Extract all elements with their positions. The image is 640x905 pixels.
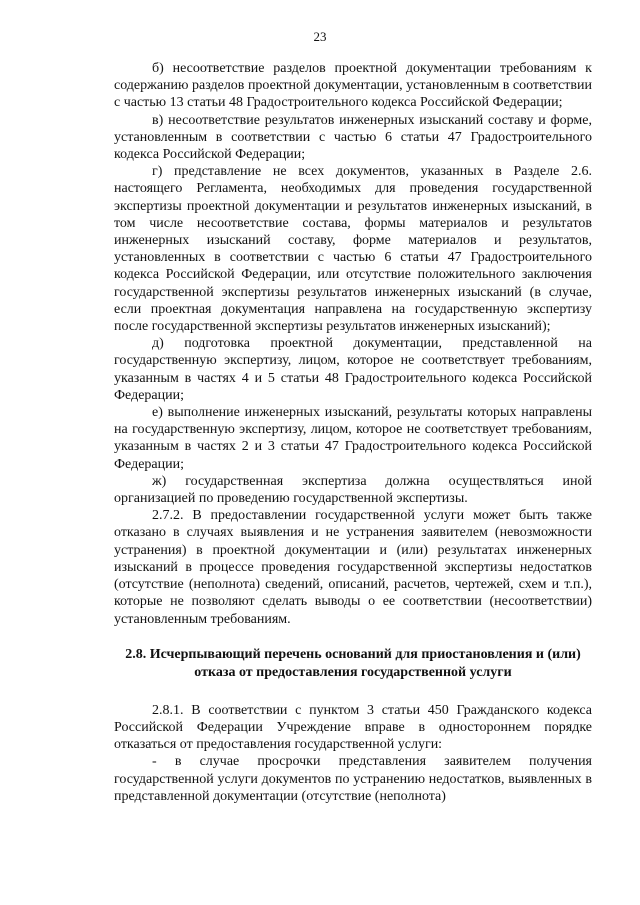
- paragraph-b: б) несоответствие разделов проектной документации требованиям к содержанию разделов проектной документации, установленным в соответствии с частью 13 статьи 48 Градостроительного кодекса Российской Федерации;: [114, 61, 592, 111]
- section-heading: 2.8. Исчерпывающий перечень оснований для приостановления и (или) отказа от предоставления государственной услуги: [125, 646, 581, 680]
- page-number: 23: [313, 29, 327, 44]
- paragraph-bullet: - в случае просрочки представления заявителем получения государственной услуги документов по устранению недостатков, выявленных в представленной документации (отсутствие (неполнота): [114, 754, 592, 804]
- paragraph-2-8-1: 2.8.1. В соответствии с пунктом 3 статьи 450 Гражданского кодекса Российской Федерации Учреждение вправе в одностороннем порядке отказаться от предоставления государственной услуги:: [114, 702, 592, 753]
- paragraph-zh: ж) государственная экспертиза должна осуществляться иной организацией по проведению государственной экспертизы.: [114, 473, 592, 507]
- paragraph-d: д) подготовка проектной документации, представленной на государственную экспертизу, лицом, которое не соответствует требованиям, указанным в частях 4 и 5 статьи 48 Градостроительного кодекса Российской Федерации;: [114, 336, 592, 403]
- paragraph-e: е) выполнение инженерных изысканий, результаты которых направлены на государственную экспертизу, лицом, которое не соответствует требованиям, указанным в частях 2 и 3 статьи 47 Градостроительного кодекса Российской Федерации;: [114, 405, 592, 472]
- paragraph-g: г) представление не всех документов, указанных в Разделе 2.6. настоящего Регламента, необходимых для проведения государственной экспертизы проектной документации и результатов инженерных изысканий, в том числе несоответствие состава, формы материалов и результатов инженерных изысканий составу, форме материалов и результатов, установленных в соответствии с частью 6 статьи 47 Градостроительного кодекса Российской Федерации, или отсутствие положительного заключения государственной экспертизы результатов инженерных изысканий (в случае, если проектная документация направлена на государственную экспертизу после государственной экспертизы результатов инженерных изысканий);: [114, 164, 592, 335]
- paragraph-2-7-2: 2.7.2. В предоставлении государственной услуги может быть также отказано в случаях выявления и не устранения заявителем (невозможности устранения) в проектной документации и (или) результатах инженерных изысканий в процессе проведения государственной экспертизы недостатков (отсутствие (неполнота) сведений, описаний, расчетов, чертежей, схем и т.п.), которые не позволяют сделать выводы о ее соответствии (несоответствии) установленным требованиям.: [114, 508, 592, 627]
- document-body: [114, 60, 592, 805]
- paragraph-v: в) несоответствие результатов инженерных изысканий составу и форме, установленным в соответствии с частью 6 статьи 47 Градостроительного кодекса Российской Федерации;: [114, 112, 592, 163]
